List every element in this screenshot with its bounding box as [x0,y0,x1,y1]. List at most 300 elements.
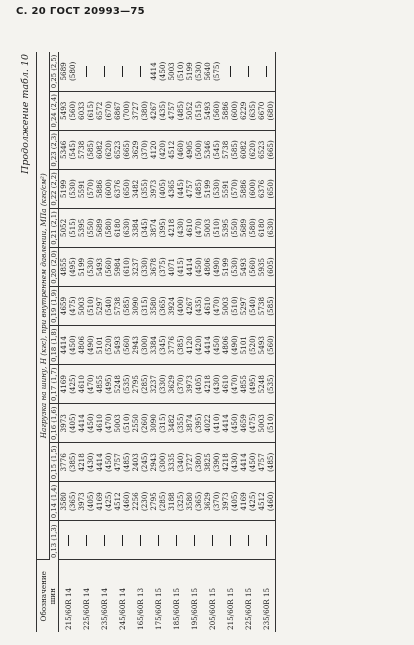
load-kgf: (405) [158,179,168,199]
load-newtons: 5738 [77,140,87,159]
empty-cell [221,521,239,560]
load-kgf: (430) [212,374,222,394]
load-kgf: (510) [86,296,96,316]
load-newtons: 3874 [149,218,159,238]
load-kgf: (435) [194,296,204,316]
dash-mark [140,535,141,546]
load-newtons: 5395 [221,218,231,238]
load-kgf: (580) [104,218,114,238]
load-cell [221,482,239,521]
load-kgf: (450) [248,452,258,473]
load-kgf: (425) [104,491,114,512]
load-kgf: (300) [140,335,150,355]
designation-header: Обозначение шин [37,560,59,632]
load-cell [185,248,203,287]
pressure-header: 0,23 (2,3) [50,130,59,169]
table-row [149,52,167,632]
load-kgf: (365) [194,491,204,512]
load-cell [221,208,239,247]
load-kgf: (405) [86,491,96,512]
load-newtons: 5052 [59,218,69,238]
load-kgf: (550) [230,218,240,238]
load-cell [221,130,239,169]
rotated-table-block [20,52,404,632]
load-kgf: (605) [266,257,276,277]
load-cell [167,404,185,443]
load-kgf: (260) [140,413,150,433]
load-newtons: 3384 [149,336,159,355]
tire-designation: 225/60R 15 [243,587,253,630]
pressure-header: 0,17 (1,7) [50,365,59,404]
load-cell [113,326,131,365]
load-newtons: 2943 [149,453,159,472]
load-newtons: 4218 [221,453,231,472]
load-kgf: (630) [122,218,132,238]
table-row [257,52,276,632]
load-cell [239,482,257,521]
tire-designation: 235/60R 15 [257,560,276,632]
load-kgf: (520) [248,335,258,355]
load-newtons: 5395 [77,218,87,238]
load-newtons: 4757 [257,453,267,472]
load-newtons: 6867 [113,101,123,120]
load-kgf: (450) [68,335,78,355]
load-cell [239,248,257,287]
load-kgf: (355) [140,179,150,199]
load-newtons: 6082 [239,140,249,159]
load-kgf: (540) [248,296,258,316]
load-newtons: 5101 [95,336,105,355]
load-cell [59,91,78,130]
load-newtons: 5738 [113,296,123,316]
load-kgf: (560) [248,257,258,277]
tire-designation: 195/60R 15 [189,587,199,630]
load-newtons: 5493 [95,257,105,277]
load-kgf: (475) [248,413,258,433]
load-kgf: (435) [158,101,168,121]
load-newtons: 3973 [221,492,231,511]
load-kgf: (450) [104,452,114,473]
load-kgf: (545) [68,140,78,160]
load-cell [185,287,203,326]
load-kgf: (385) [68,452,78,473]
load-cell [59,287,78,326]
load-cell [167,130,185,169]
load-newtons: 3973 [77,492,87,511]
load-newtons: 2795 [149,492,159,511]
load-kgf: (515) [194,101,204,121]
load-cell [131,326,149,365]
load-kgf: (370) [212,491,222,512]
load-cell [203,248,221,287]
load-newtons: 4659 [239,414,249,433]
load-newtons: 5935 [257,257,267,277]
load-newtons: 5886 [239,179,249,199]
load-kgf: (630) [266,218,276,238]
load-newtons: 4022 [203,414,213,433]
load-kgf: (395) [158,218,168,238]
load-kgf: (385) [176,335,186,355]
load-kgf: (330) [140,257,150,277]
page-header: С. 20 ГОСТ 20993—75 [16,6,145,17]
load-cell [77,91,95,130]
load-kgf: (510) [266,413,276,433]
load-newtons: 5052 [185,101,195,120]
table-row [113,52,131,632]
load-cell [95,130,113,169]
load-cell [239,208,257,247]
load-newtons: 3237 [131,257,141,277]
load-newtons: 3237 [149,375,159,394]
dash-mark [248,66,249,77]
table-row [203,52,221,632]
load-newtons: 5003 [77,296,87,316]
load-newtons: 4610 [221,375,231,394]
load-newtons: 3629 [203,492,213,511]
load-kgf: (485) [194,179,204,199]
load-newtons: 2795 [131,375,141,394]
load-newtons: 3678 [149,257,159,277]
load-kgf: (495) [68,257,78,277]
load-kgf: (490) [230,335,240,355]
empty-cell [149,521,167,560]
load-cell [185,208,203,247]
empty-cell [113,52,131,91]
load-cell [167,91,185,130]
load-newtons: 4120 [149,140,159,159]
load-cell [113,169,131,208]
load-cell [77,365,95,404]
pressure-header: 0,19 (1,9) [50,287,59,326]
load-cell [257,404,276,443]
load-cell [131,287,149,326]
load-newtons: 3727 [131,101,141,120]
load-kgf: (580) [68,61,78,82]
load-kgf: (390) [212,452,222,473]
table-row [221,52,239,632]
load-cell [221,248,239,287]
load-newtons: 6376 [257,179,267,199]
load-cell [257,208,276,247]
load-newtons: 2943 [131,336,141,355]
load-newtons: 4659 [59,296,69,316]
load-cell [221,326,239,365]
load-cell [59,365,78,404]
load-cell [113,287,131,326]
load-cell [221,365,239,404]
load-newtons: 3580 [185,492,195,511]
load-kgf: (470) [86,374,96,394]
table-continuation-label: Продолжение табл. 10 [20,54,31,174]
load-cell [203,326,221,365]
load-kgf: (545) [212,140,222,160]
load-cell [167,208,185,247]
load-kgf: (620) [104,140,114,160]
load-newtons: 6229 [239,101,249,120]
load-newtons: 4414 [149,62,159,81]
load-cell [185,52,203,91]
load-newtons: 4218 [77,453,87,472]
load-newtons: 4757 [167,101,177,120]
load-newtons: 4855 [59,257,69,277]
dash-mark [158,535,159,546]
table-row [95,52,113,632]
load-kgf: (430) [86,452,96,473]
load-cell [95,169,113,208]
load-cell [59,326,78,365]
load-newtons: 4071 [167,257,177,277]
load-newtons: 5199 [77,257,87,277]
load-newtons: 3629 [131,140,141,159]
load-kgf: (570) [230,179,240,199]
load-cell [59,443,78,482]
empty-cell [59,521,78,560]
dash-mark [194,535,195,546]
load-cell [77,443,95,482]
tire-designation: 205/60R 15 [207,587,217,630]
load-newtons: 5689 [95,218,105,238]
load-kgf: (530) [86,257,96,277]
load-cell [59,404,78,443]
load-newtons: 4414 [77,414,87,433]
load-newtons: 3776 [59,453,69,472]
load-cell [203,443,221,482]
load-cell [59,482,78,521]
dash-mark [230,535,231,546]
load-kgf: (620) [248,140,258,160]
load-newtons: 4414 [95,453,105,472]
load-newtons: 4806 [77,336,87,355]
load-newtons: 4169 [59,375,69,394]
load-cell [149,130,167,169]
load-newtons: 4905 [185,140,195,159]
load-kgf: (315) [158,413,168,433]
empty-cell [221,52,239,91]
load-cell [167,326,185,365]
load-kgf: (470) [194,218,204,238]
load-cell [185,326,203,365]
load-kgf: (230) [140,491,150,512]
load-kgf: (450) [194,257,204,277]
dash-mark [266,66,267,77]
load-newtons: 4267 [185,296,195,316]
pressure-header: 0,25 (2,5) [50,52,59,91]
load-newtons: 3973 [185,375,195,394]
load-kgf: (475) [68,296,78,316]
load-cell [149,91,167,130]
pressure-header: 0,21 (2,1) [50,208,59,247]
load-cell [149,482,167,521]
load-kgf: (405) [230,491,240,512]
load-cell [257,326,276,365]
load-kgf: (515) [68,218,78,238]
load-cell [59,52,78,91]
load-header: Нагрузка на шину, Н (кгс), при внутреннем давлении, МПа (кгс/см²) [37,52,50,560]
load-cell [239,169,257,208]
load-newtons: 6033 [77,101,87,120]
load-cell [77,208,95,247]
load-cell [257,169,276,208]
load-cell [239,287,257,326]
load-cell [131,365,149,404]
load-kgf: (445) [176,179,186,199]
load-cell [131,91,149,130]
load-cell [203,404,221,443]
load-cell [149,169,167,208]
load-newtons: 4414 [185,257,195,277]
load-kgf: (415) [176,257,186,277]
load-newtons: 5493 [113,336,123,355]
load-cell [221,287,239,326]
load-newtons: 6376 [113,179,123,199]
dash-mark [104,66,105,77]
table-body [59,52,276,632]
load-kgf: (485) [266,452,276,473]
load-kgf: (535) [266,374,276,394]
load-cell [95,404,113,443]
load-cell [95,482,113,521]
load-newtons: 4855 [239,375,249,394]
load-newtons: 5297 [95,296,105,316]
load-cell [221,169,239,208]
load-newtons: 3973 [149,179,159,199]
load-cell [167,52,185,91]
load-kgf: (570) [86,179,96,199]
load-cell [185,365,203,404]
load-kgf: (425) [68,374,78,394]
load-kgf: (370) [176,374,186,394]
load-newtons: 5346 [203,140,213,159]
load-newtons: 3825 [203,453,213,472]
load-kgf: (680) [266,101,276,121]
tire-designation: 245/60R 14 [117,587,127,630]
load-newtons: 4806 [203,257,213,277]
load-newtons: 3335 [167,453,177,472]
load-kgf: (530) [68,179,78,199]
load-kgf: (540) [104,296,114,316]
empty-cell [131,521,149,560]
pressure-header: 0,13 (1,3) [50,521,59,560]
load-cell [239,91,257,130]
dash-mark [86,535,87,546]
load-kgf: (485) [122,452,132,473]
load-kgf: (345) [140,218,150,238]
load-kgf: (460) [266,491,276,512]
load-newtons: 5591 [221,179,231,199]
tire-designation: 185/60R 15 [171,587,181,630]
load-newtons: 5199 [221,257,231,277]
load-newtons: 5248 [257,375,267,394]
load-newtons: 4218 [203,375,213,394]
load-kgf: (325) [176,491,186,512]
pressure-header: 0,15 (1,5) [50,443,59,482]
load-kgf: (510) [212,218,222,238]
load-kgf: (315) [140,296,150,316]
load-kgf: (370) [140,140,150,160]
load-cell [95,365,113,404]
load-cell [95,91,113,130]
load-cell [95,443,113,482]
load-newtons: 4512 [257,492,267,511]
load-cell [185,91,203,130]
load-kgf: (550) [86,218,96,238]
load-cell [203,169,221,208]
load-cell [95,208,113,247]
load-cell [185,404,203,443]
load-kgf: (495) [104,374,114,394]
load-kgf: (470) [104,413,114,433]
load-newtons: 4120 [185,336,195,355]
load-cell [167,169,185,208]
load-cell [77,404,95,443]
load-newtons: 3090 [149,414,159,433]
load-kgf: (615) [86,101,96,121]
load-kgf: (670) [104,101,114,121]
load-kgf: (380) [140,101,150,121]
load-newtons: 4610 [95,414,105,433]
load-newtons: 4414 [239,453,249,472]
load-newtons: 5689 [239,218,249,238]
load-kgf: (365) [158,296,168,316]
load-cell [77,248,95,287]
dash-mark [176,535,177,546]
load-cell [149,404,167,443]
load-newtons: 3482 [131,179,141,199]
load-cell [203,287,221,326]
empty-cell [203,521,221,560]
load-newtons: 4414 [59,336,69,355]
load-kgf: (420) [158,140,168,160]
empty-cell [257,52,276,91]
load-cell [113,443,131,482]
load-newtons: 3482 [167,414,177,433]
load-newtons: 5886 [95,179,105,199]
load-newtons: 3090 [131,296,141,316]
load-newtons: 5886 [221,101,231,120]
load-kgf: (585) [266,296,276,316]
load-newtons: 5738 [221,140,231,159]
load-cell [113,482,131,521]
dash-mark [212,535,213,546]
load-cell [203,208,221,247]
load-cell [203,130,221,169]
dash-mark [248,535,249,546]
load-newtons: 5199 [185,62,195,81]
pressure-header: 0,20 (2,0) [50,248,59,287]
dash-mark [104,535,105,546]
load-newtons: 5493 [59,101,69,120]
load-newtons: 3727 [185,453,195,472]
load-kgf: (460) [176,140,186,160]
load-cell [167,365,185,404]
load-newtons: 5984 [113,257,123,277]
load-newtons: 4610 [203,296,213,316]
load-cell [77,326,95,365]
load-newtons: 4855 [95,375,105,394]
load-cell [167,287,185,326]
load-cell [257,248,276,287]
load-kgf: (450) [158,61,168,82]
tire-designation: 175/60R 15 [153,587,163,630]
table-row [131,52,149,632]
load-newtons: 4267 [149,101,159,120]
load-cell [113,91,131,130]
load-newtons: 3188 [167,492,177,511]
load-kgf: (510) [122,413,132,433]
load-cell [113,404,131,443]
load-cell [131,482,149,521]
load-newtons: 6180 [113,218,123,238]
